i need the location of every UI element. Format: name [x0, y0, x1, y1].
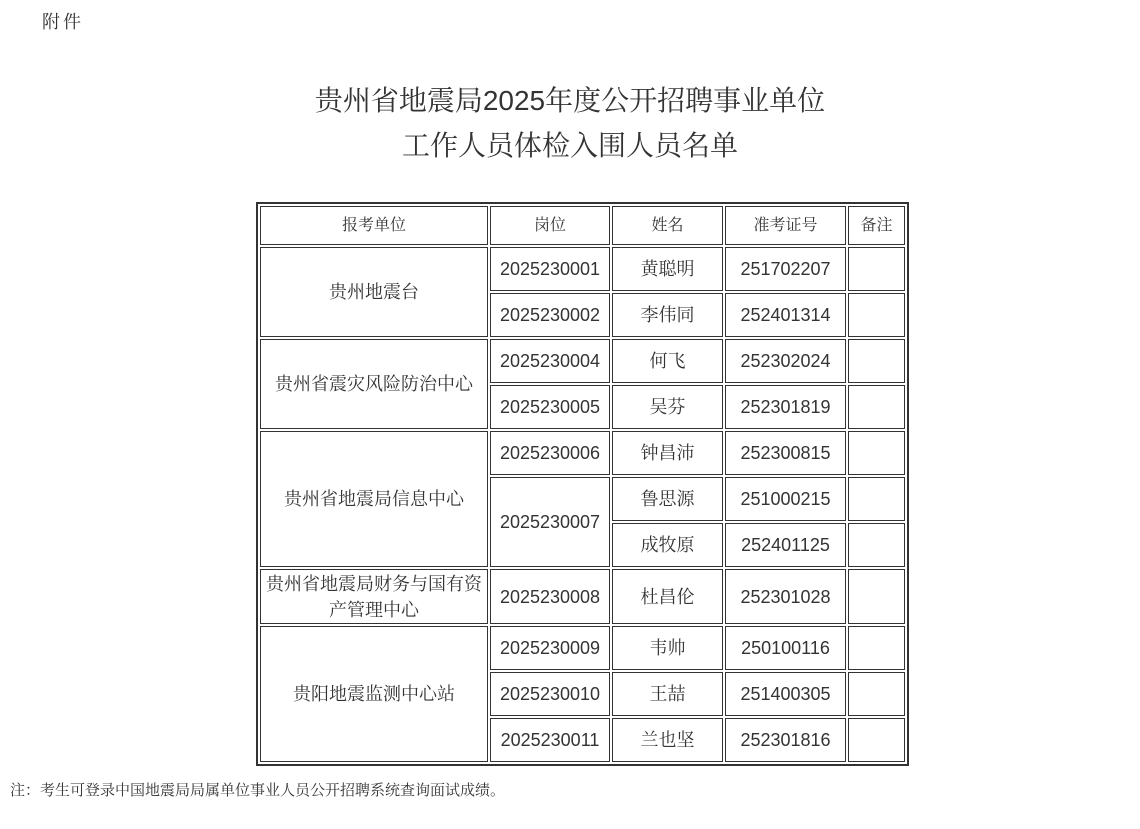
remark-cell — [848, 718, 905, 762]
table-row — [260, 569, 905, 624]
page-title-line1: 贵州省地震局2025年度公开招聘事业单位 — [314, 85, 826, 116]
position-cell: 2025230002 — [490, 293, 610, 337]
name-cell: 吴芬 — [612, 385, 723, 429]
remark-cell — [848, 672, 905, 716]
ticket-cell: 252301816 — [725, 718, 846, 762]
position-cell: 2025230006 — [490, 431, 610, 475]
footnote: 注：考生可登录中国地震局局属单位事业人员公开招聘系统查询面试成绩。 — [10, 782, 506, 799]
remark-cell — [848, 247, 905, 291]
ticket-cell: 251000215 — [725, 477, 846, 521]
name-cell: 黄聪明 — [612, 247, 723, 291]
header-position: 岗位 — [490, 206, 610, 245]
ticket-cell: 251400305 — [725, 672, 846, 716]
ticket-cell: 252401125 — [725, 523, 846, 567]
header-remark: 备注 — [848, 206, 905, 245]
remark-cell — [848, 339, 905, 383]
ticket-cell: 252301028 — [725, 569, 846, 624]
name-cell: 王喆 — [612, 672, 723, 716]
table-row — [260, 339, 905, 383]
name-cell: 韦帅 — [612, 626, 723, 670]
header-ticket: 准考证号 — [725, 206, 846, 245]
position-cell: 2025230007 — [490, 477, 610, 567]
name-cell: 何飞 — [612, 339, 723, 383]
roster-table — [256, 202, 909, 766]
remark-cell — [848, 385, 905, 429]
ticket-cell: 252401314 — [725, 293, 846, 337]
remark-cell — [848, 523, 905, 567]
table-row — [260, 431, 905, 475]
ticket-cell: 251702207 — [725, 247, 846, 291]
attachment-label: 附件 — [42, 12, 84, 32]
position-cell: 2025230008 — [490, 569, 610, 624]
position-cell: 2025230001 — [490, 247, 610, 291]
name-cell: 钟昌沛 — [612, 431, 723, 475]
table-header-row — [260, 206, 905, 245]
remark-cell — [848, 477, 905, 521]
name-cell: 李伟同 — [612, 293, 723, 337]
header-name: 姓名 — [612, 206, 723, 245]
remark-cell — [848, 293, 905, 337]
ticket-cell: 252301819 — [725, 385, 846, 429]
position-cell: 2025230011 — [490, 718, 610, 762]
ticket-cell: 252300815 — [725, 431, 846, 475]
remark-cell — [848, 431, 905, 475]
page-title-line2: 工作人员体检入围人员名单 — [401, 130, 738, 161]
unit-cell: 贵州省震灾风险防治中心 — [260, 339, 488, 429]
table-row — [260, 626, 905, 670]
unit-cell: 贵阳地震监测中心站 — [260, 626, 488, 762]
unit-cell: 贵州省地震局信息中心 — [260, 431, 488, 567]
name-cell: 鲁思源 — [612, 477, 723, 521]
ticket-cell: 252302024 — [725, 339, 846, 383]
position-cell: 2025230004 — [490, 339, 610, 383]
name-cell: 成牧原 — [612, 523, 723, 567]
remark-cell — [848, 626, 905, 670]
table-row — [260, 247, 905, 291]
position-cell: 2025230009 — [490, 626, 610, 670]
unit-cell: 贵州地震台 — [260, 247, 488, 337]
header-unit: 报考单位 — [260, 206, 488, 245]
remark-cell — [848, 569, 905, 624]
page-title — [0, 78, 1140, 168]
roster-table-wrap — [256, 202, 909, 766]
name-cell: 杜昌伦 — [612, 569, 723, 624]
position-cell: 2025230010 — [490, 672, 610, 716]
unit-cell: 贵州省地震局财务与国有资产管理中心 — [260, 569, 488, 624]
ticket-cell: 250100116 — [725, 626, 846, 670]
position-cell: 2025230005 — [490, 385, 610, 429]
name-cell: 兰也坚 — [612, 718, 723, 762]
